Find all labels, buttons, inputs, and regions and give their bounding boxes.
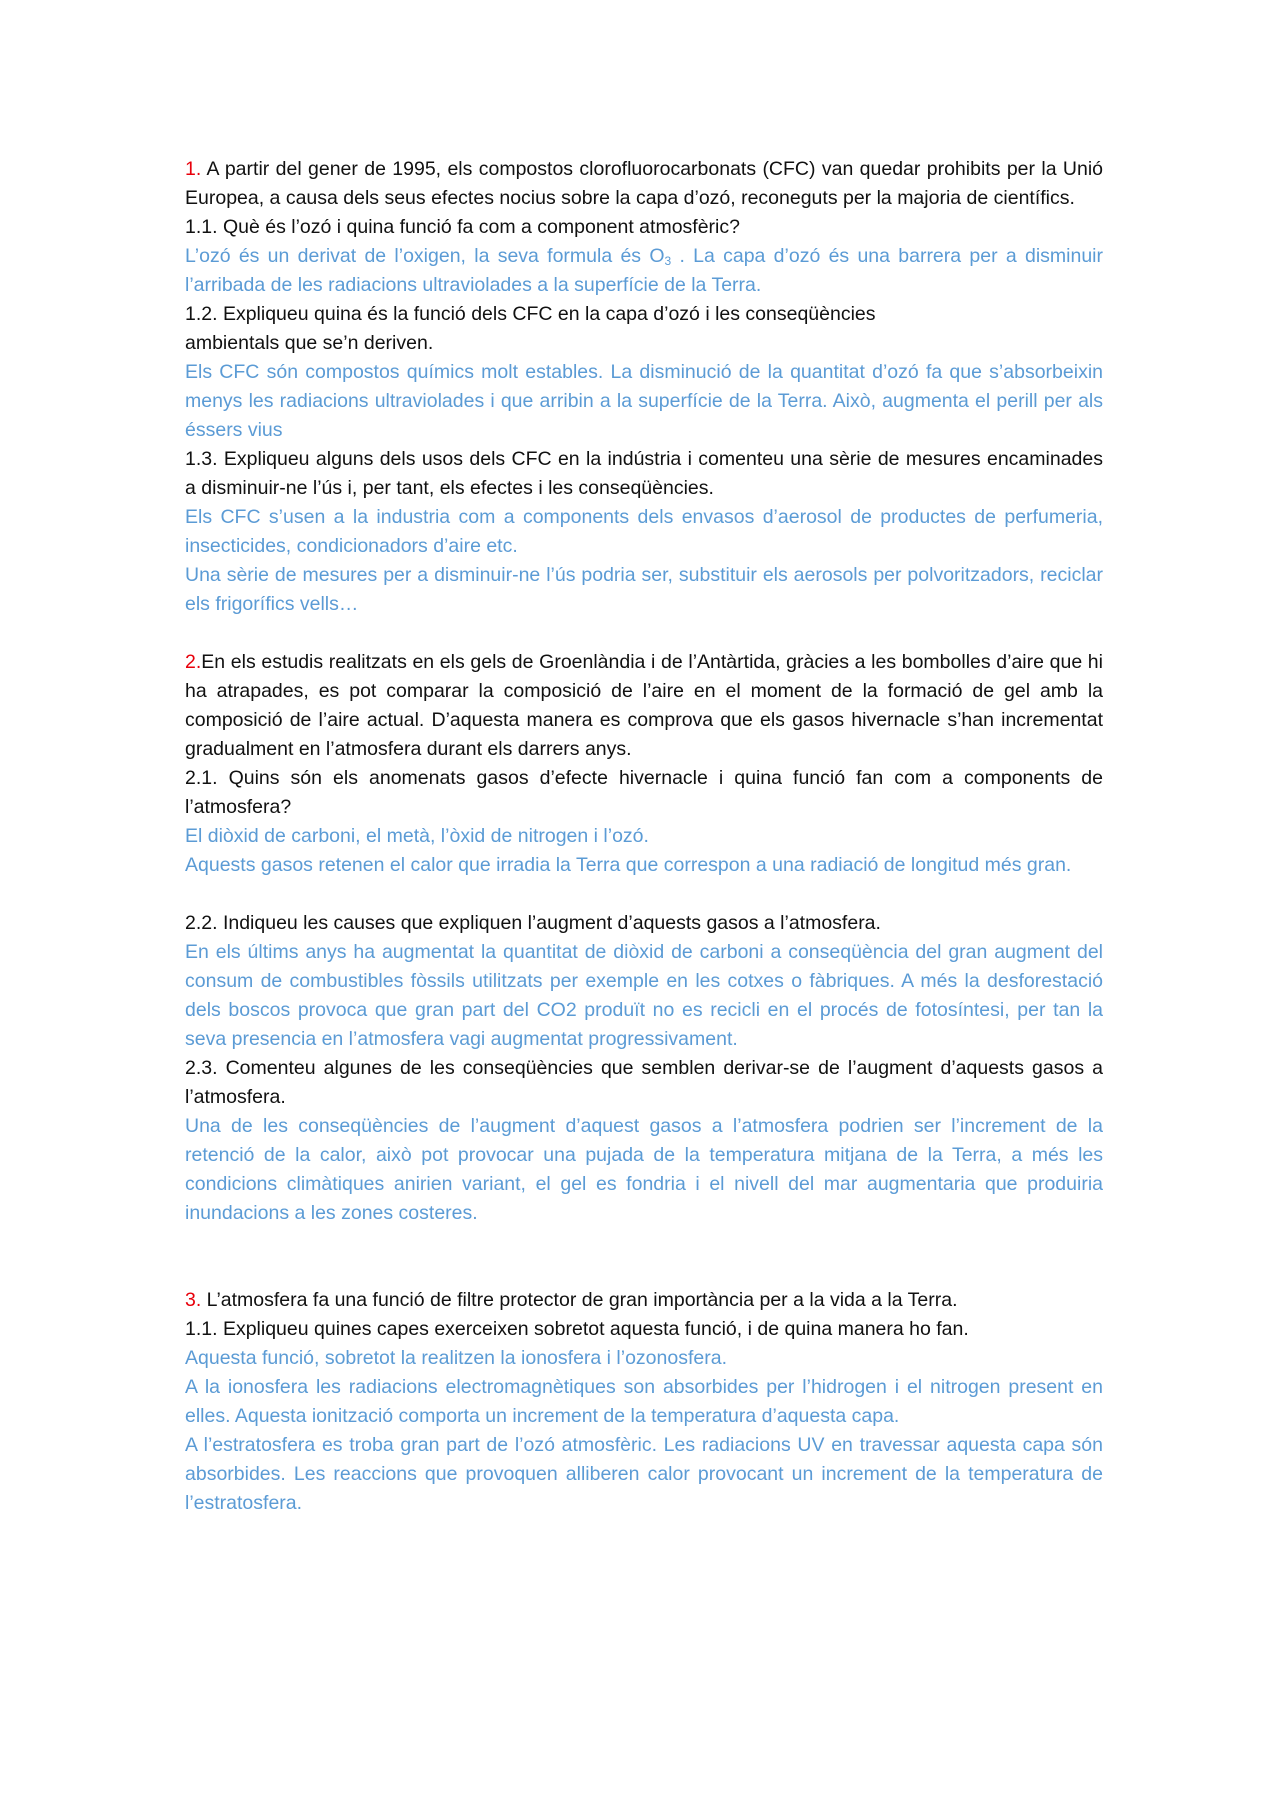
spacer	[185, 619, 1103, 648]
answer-3-1-layers: Aquesta funció, sobretot la realitzen la ionosfera i l’ozonosfera.	[185, 1347, 727, 1369]
question-1-1: 1.1. Què és l’ozó i quina funció fa com a component atmosfèric?	[185, 216, 740, 238]
answer-3-1-stratosphere: A l’estratosfera es troba gran part de l’ozó atmosfèric. Les radiacions UV en travessar aquesta capa són absorbides. Les reaccions que provoquen alliberen calor provocant un increment de la temperatura de l’estratosfera.	[185, 1434, 1103, 1514]
answer-1-1-text-start: L’ozó és un derivat de l’oxigen, la seva formula és O	[185, 245, 665, 267]
section-2-intro	[185, 648, 1103, 764]
section-3-number: 3.	[185, 1289, 202, 1311]
section-3-intro-text: L’atmosfera fa una funció de filtre protector de gran importància per a la vida a la Terra.	[201, 1289, 958, 1311]
document-page	[185, 155, 1103, 1518]
answer-2-2: En els últims anys ha augmentat la quantitat de diòxid de carboni a conseqüència del gran augment del consum de combustibles fòssils utilitzats per exemple en les cotxes o fàbriques. A més la desforestació dels boscos provoca que gran part del CO2 produït no es recicli en el procés de fotosíntesi, per tan la seva presencia en l’atmosfera vagi augmentat progressivament.	[185, 941, 1103, 1050]
section-1-number: 1.	[185, 158, 202, 180]
section-1-intro	[185, 155, 1103, 213]
section-2-number: 2.	[185, 651, 202, 673]
answer-2-1-gases: El diòxid de carboni, el metà, l’òxid de nitrogen i l’ozó.	[185, 825, 649, 847]
answer-1-2: Els CFC són compostos químics molt estables. La disminució de la quantitat d’ozó fa que s’absorbeixin menys les radiacions ultraviolades i que arribin a la superfície de la Terra. Això, augmenta el perill per als éssers vius	[185, 361, 1103, 441]
ozone-subscript: 3	[664, 254, 672, 268]
spacer	[185, 880, 1103, 909]
question-1-2-line-2: ambientals que se’n deriven.	[185, 332, 434, 354]
answer-1-1	[185, 242, 1103, 300]
answer-3-1-ionosphere: A la ionosfera les radiacions electromagnètiques son absorbides per l’hidrogen i el nitrogen present en elles. Aquesta ionització comporta un increment de la temperatura d’aquesta capa.	[185, 1376, 1103, 1427]
question-2-1: 2.1. Quins són els anomenats gasos d’efecte hivernacle i quina funció fan com a components de l’atmosfera?	[185, 767, 1103, 818]
question-2-2: 2.2. Indiqueu les causes que expliquen l’augment d’aquests gasos a l’atmosfera.	[185, 912, 881, 934]
section-1-intro-text: A partir del gener de 1995, els compostos clorofluorocarbonats (CFC) van quedar prohibits per la Unió Europea, a causa dels seus efectes nocius sobre la capa d’ozó, reconeguts per la majoria de científics.	[185, 158, 1103, 209]
section-2-intro-text: En els estudis realitzats en els gels de Groenlàndia i de l’Antàrtida, gràcies a les bombolles d’aire que hi ha atrapades, es pot comparar la composició de l’aire en el moment de la formació de gel amb la composició de l’aire actual. D’aquesta manera es comprova que els gasos hivernacle s’han incrementat gradualment en l’atmosfera durant els darrers anys.	[185, 651, 1103, 760]
section-3-intro	[185, 1286, 1103, 1315]
question-1-2-line-1: 1.2. Expliqueu quina és la funció dels CFC en la capa d’ozó i les conseqüències	[185, 303, 876, 325]
answer-1-3-measures: Una sèrie de mesures per a disminuir-ne l’ús podria ser, substituir els aerosols per polvoritzadors, reciclar els frigorífics vells…	[185, 564, 1103, 615]
question-2-3: 2.3. Comenteu algunes de les conseqüències que semblen derivar-se de l’augment d’aquests gasos a l’atmosfera.	[185, 1057, 1103, 1108]
spacer	[185, 1228, 1103, 1286]
question-3-1: 1.1. Expliqueu quines capes exerceixen sobretot aquesta funció, i de quina manera ho fan.	[185, 1318, 969, 1340]
answer-2-1-function: Aquests gasos retenen el calor que irradia la Terra que correspon a una radiació de longitud més gran.	[185, 854, 1072, 876]
answer-1-3-uses: Els CFC s’usen a la industria com a components dels envasos d’aerosol de productes de perfumeria, insecticides, condicionadors d’aire etc.	[185, 506, 1103, 557]
answer-1-1-text-end: . La capa d’ozó és una barrera per a disminuir l’arribada de les radiacions ultraviolades a la superfície de la Terra.	[185, 245, 1103, 296]
question-1-3: 1.3. Expliqueu alguns dels usos dels CFC en la indústria i comenteu una sèrie de mesures encaminades a disminuir-ne l’ús i, per tant, els efectes i les conseqüències.	[185, 448, 1103, 499]
answer-2-3: Una de les conseqüències de l’augment d’aquest gasos a l’atmosfera podrien ser l’increment de la retenció de la calor, això pot provocar una pujada de la temperatura mitjana de la Terra, a més les condicions climàtiques anirien variant, el gel es fondria i el nivell del mar augmentaria que produiria inundacions a les zones costeres.	[185, 1115, 1103, 1224]
